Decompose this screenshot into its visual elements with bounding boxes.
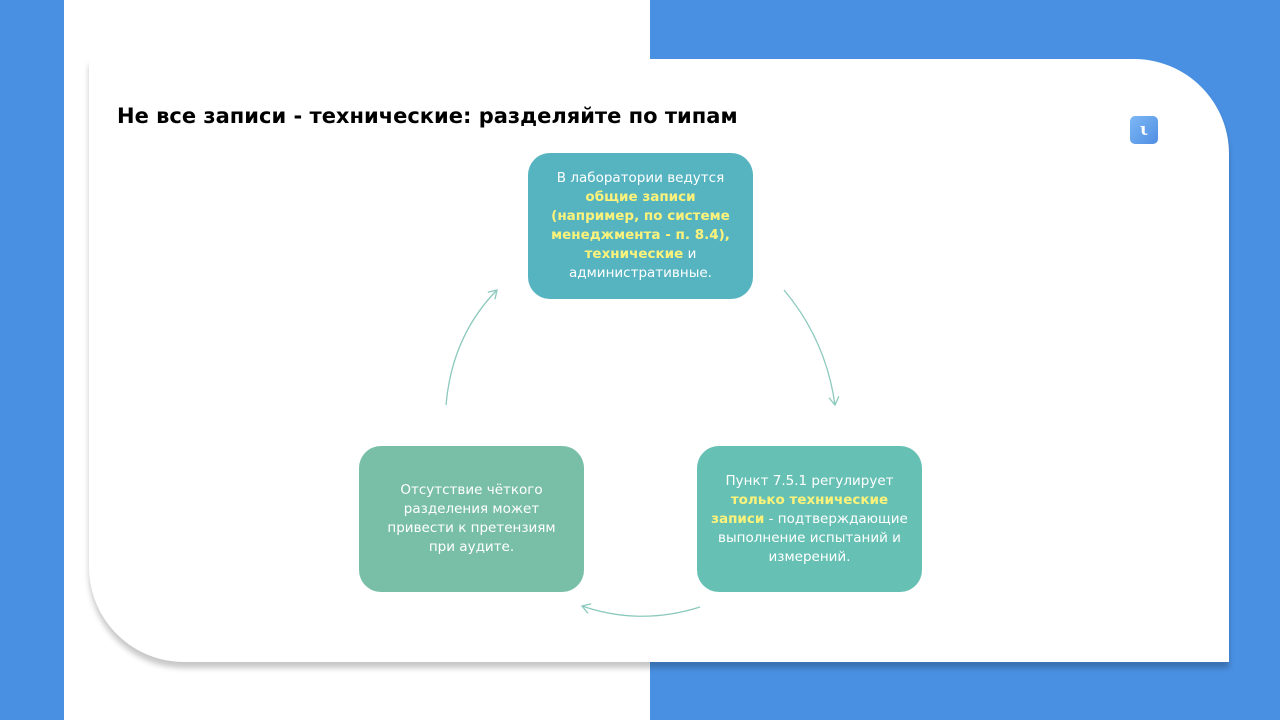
node-clause-751-text: [711, 472, 908, 567]
node-record-types-text: [542, 169, 739, 283]
node-text: В лаборатории ведутся: [556, 170, 725, 186]
node-highlight: общие записи (например, по системе менеджмента - п. 8.4),: [551, 189, 730, 243]
slide-title: Не все записи - технические: разделяйте по типам: [117, 104, 738, 128]
content-card: [89, 59, 1229, 662]
node-text: и административные.: [569, 246, 712, 281]
decorative-dot: [1155, 388, 1158, 391]
node-text: - подтверждающие выполнение испытаний и измерений.: [718, 510, 908, 565]
node-clause-751: [697, 446, 922, 592]
node-text: Пункт 7.5.1 регулирует: [725, 472, 894, 489]
logo-glyph: ι: [1139, 119, 1149, 140]
node-highlight: только технические записи: [711, 491, 889, 527]
node-record-types: [528, 153, 753, 299]
node-highlight: технические: [584, 246, 684, 262]
node-audit-risk: [359, 446, 584, 592]
node-audit-risk-text: Отсутствие чёткого разделения может привести к претензиям при аудите.: [387, 482, 556, 555]
logo-icon: [1130, 116, 1158, 144]
